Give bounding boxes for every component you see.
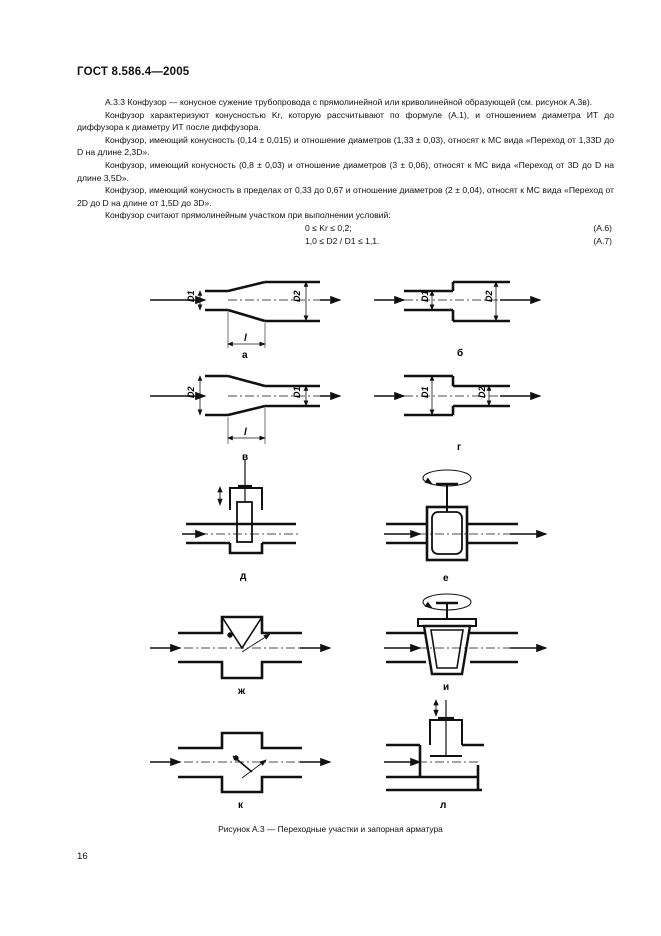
paragraph: Конфузор характеризуют конусностью Kr, которую рассчитывают по формуле (А.1), и отношением диаметра ИТ до диффузора к диаметру ИТ после диффузора. [77,109,614,133]
label-d: д [240,571,247,582]
diagram-d [182,460,300,553]
paragraph: Конфузор, имеющий конусность в пределах от 0,33 до 0,67 и отношение диаметров (2 ± 0,04), относят к МС вида «Переход от 2D до D на длине от 1,5D до 3D». [77,185,614,208]
label-e: е [443,573,449,584]
diagram-k [150,733,330,792]
dim-d2: D2 [477,386,487,398]
paragraph: Конфузор, имеющий конусность (0,8 ± 0,03) и отношение диаметров (3 ± 0,06), относят к МС вида «Переход от 3D до D на длине 3,5D». [77,159,614,183]
label-v: в [242,452,249,463]
dim-d1: D1 [292,386,302,398]
page-number: 16 [77,851,88,862]
dim-d1: D1 [420,386,430,398]
label-b: б [457,348,464,359]
paragraph: А.3.3 Конфузор — конусное сужение трубопровода с прямолинейной или криволинейной образующей (см. рисунок А.3в). [105,97,593,107]
formula-expression: 1,0 ≤ D2 / D1 ≤ 1,1. [305,235,380,246]
dim-d2: D2 [484,290,494,302]
label-a: а [242,350,248,361]
diagram-g [374,376,540,415]
label-i: и [443,682,450,693]
formula-expression: 0 ≤ Kr ≤ 0,2; [305,222,352,233]
paragraph: Конфузор считают прямолинейным участком при выполнении условий: [105,210,391,221]
diagram-b [374,282,540,321]
dim-l: l [244,333,247,344]
dim-d1: D1 [420,290,430,302]
diagram-zh [150,617,330,678]
diagram-e [384,470,546,560]
figure-caption: Рисунок А.3 — Переходные участки и запорная арматура [218,824,443,834]
dim-d2: D2 [186,386,196,398]
formula-number: (А.6) [593,222,612,233]
document-header: ГОСТ 8.586.4—2005 [77,66,190,78]
formula-number: (А.7) [593,235,612,246]
paragraph: Конфузор, имеющий конусность (0,14 ± 0,015) и отношение диаметров (1,33 ± 0,03), относят к МС вида «Переход от 1,33D до D на длине 2,3D». [77,134,614,158]
label-k: к [238,800,244,811]
diagram-i [384,594,546,674]
diagram-l [384,700,484,790]
label-zh: ж [238,686,246,697]
label-g: г [457,442,462,453]
dim-d1: D1 [186,290,196,302]
dim-l: l [244,427,247,438]
label-l: л [440,800,447,811]
dim-d2: D2 [292,290,302,302]
